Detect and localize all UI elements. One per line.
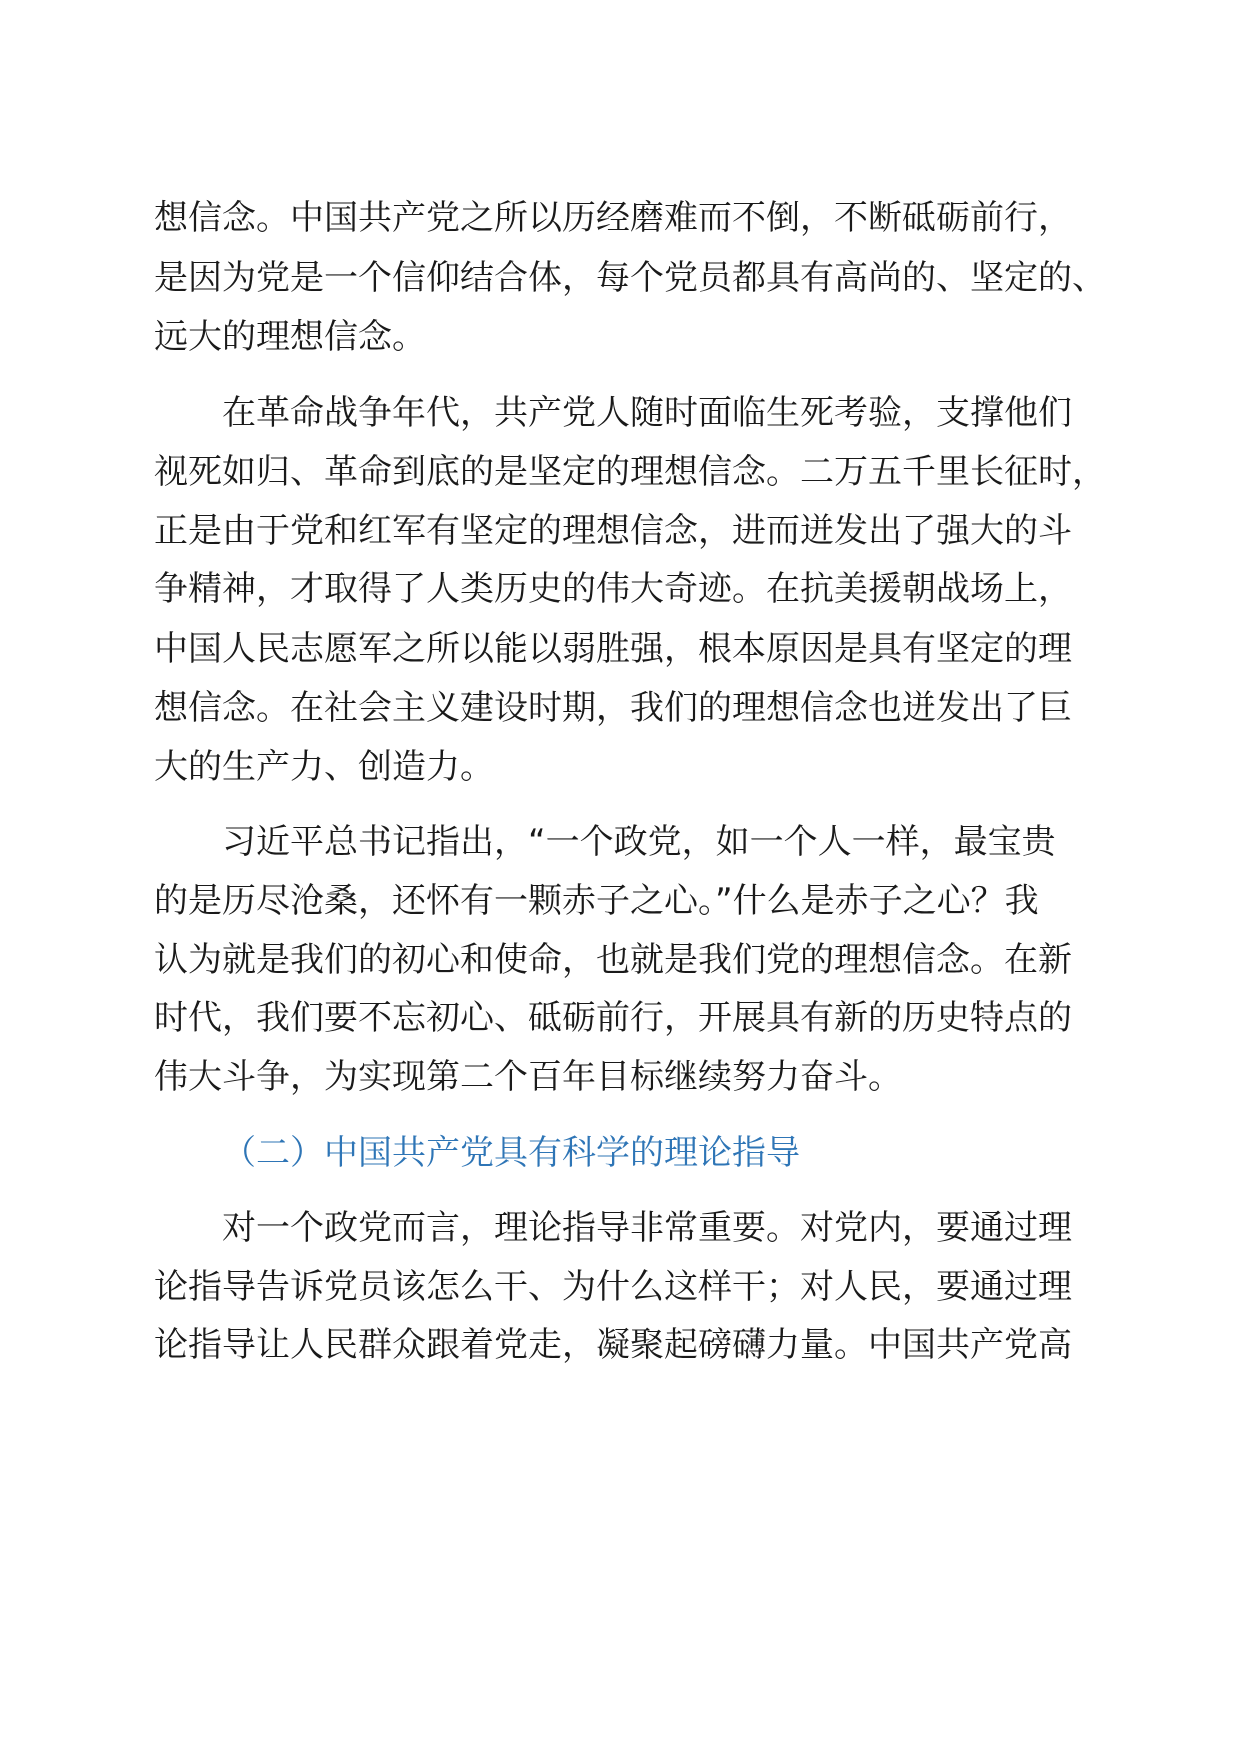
paragraph-line: 时代，我们要不忘初心、砥砺前行，开展具有新的历史特点的 <box>154 998 1072 1038</box>
paragraph-line: 在革命战争年代，共产党人随时面临生死考验，支撑他们 <box>222 393 1072 433</box>
paragraph-line: 中国人民志愿军之所以能以弱胜强，根本原因是具有坚定的理 <box>154 629 1072 669</box>
paragraph-line: 远大的理想信念。 <box>154 317 426 357</box>
paragraph-line: 对一个政党而言，理论指导非常重要。对党内，要通过理 <box>222 1208 1072 1248</box>
paragraph-line: 认为就是我们的初心和使命，也就是我们党的理想信念。在新 <box>154 940 1072 980</box>
paragraph-line: 正是由于党和红军有坚定的理想信念，进而迸发出了强大的斗 <box>154 511 1072 551</box>
paragraph-line: 想信念。中国共产党之所以历经磨难而不倒，不断砥砺前行， <box>154 198 1072 238</box>
paragraph-line: 论指导告诉党员该怎么干、为什么这样干；对人民，要通过理 <box>154 1267 1072 1307</box>
paragraph-line: 争精神，才取得了人类历史的伟大奇迹。在抗美援朝战场上， <box>154 569 1072 609</box>
paragraph-line: 视死如归、革命到底的是坚定的理想信念。二万五千里长征时， <box>154 452 1106 492</box>
paragraph-line: 想信念。在社会主义建设时期，我们的理想信念也迸发出了巨 <box>154 688 1072 728</box>
paragraph-line: 是因为党是一个信仰结合体，每个党员都具有高尚的、坚定的、 <box>154 258 1106 298</box>
paragraph-line: 论指导让人民群众跟着党走，凝聚起磅礴力量。中国共产党高 <box>154 1325 1072 1365</box>
section-heading: （二）中国共产党具有科学的理论指导 <box>222 1133 800 1173</box>
paragraph-line: 习近平总书记指出，“一个政党，如一个人一样，最宝贵 <box>222 822 1056 862</box>
paragraph-line: 伟大斗争，为实现第二个百年目标继续努力奋斗。 <box>154 1057 902 1097</box>
paragraph-line: 大的生产力、创造力。 <box>154 747 494 787</box>
paragraph-line: 的是历尽沧桑，还怀有一颗赤子之心。”什么是赤子之心？我 <box>154 881 1039 921</box>
